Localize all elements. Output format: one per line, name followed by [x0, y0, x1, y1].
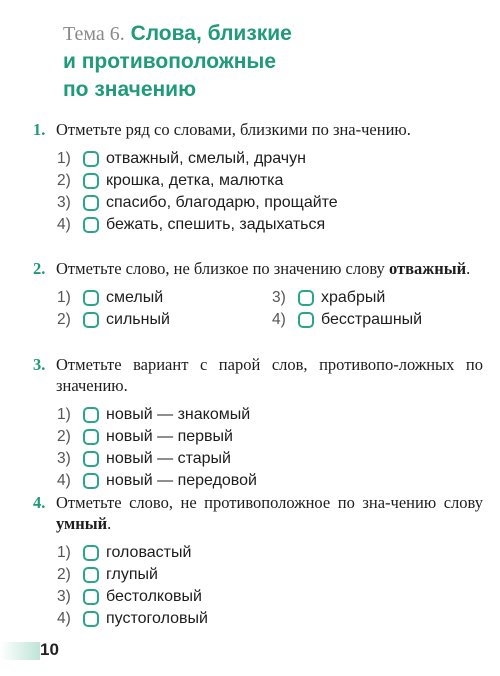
question-3 [33, 354, 483, 492]
question-text [33, 492, 483, 534]
answer-checkbox[interactable] [83, 173, 99, 189]
answer-checkbox[interactable] [83, 473, 99, 489]
option-row [57, 404, 483, 426]
answer-checkbox[interactable] [83, 611, 99, 627]
target-word: умный [56, 514, 108, 533]
answer-checkbox[interactable] [83, 312, 99, 328]
answer-checkbox[interactable] [83, 589, 99, 605]
option-row [57, 564, 483, 586]
option-text: глупый [106, 566, 158, 583]
question-2 [33, 258, 483, 331]
option-row [57, 426, 483, 448]
option-row [57, 287, 272, 309]
page-edge-strip [0, 642, 40, 660]
answer-checkbox[interactable] [83, 451, 99, 467]
option-text: крошка, детка, малютка [106, 172, 284, 189]
option-row [57, 170, 483, 192]
option-row [57, 309, 272, 331]
question-number: 2. [33, 259, 46, 278]
option-text: спасибо, благодарю, прощайте [106, 194, 338, 211]
option-number: 4) [57, 610, 71, 627]
option-number: 1) [57, 150, 71, 167]
option-number: 3) [272, 289, 286, 306]
page-title [63, 20, 483, 104]
option-number: 3) [57, 588, 71, 605]
option-text: новый — первый [106, 428, 233, 445]
question-prompt: Отметьте вариант с парой слов, противопо-ложных по значению. [56, 355, 483, 395]
option-number: 4) [57, 216, 71, 233]
option-number: 2) [57, 428, 71, 445]
answer-checkbox[interactable] [83, 151, 99, 167]
question-prompt: Отметьте ряд со словами, близкими по зна-чению. [56, 120, 411, 139]
option-text: головастый [106, 544, 192, 561]
question-text [33, 258, 483, 279]
option-text: бежать, спешить, задыхаться [106, 216, 326, 233]
option-number: 2) [57, 172, 71, 189]
option-text: бестолковый [106, 588, 202, 605]
answer-checkbox[interactable] [83, 195, 99, 211]
option-number: 2) [57, 311, 71, 328]
page-number: 10 [40, 640, 59, 659]
question-number: 4. [33, 493, 46, 512]
option-number: 3) [57, 194, 71, 211]
option-text: новый — передовой [106, 472, 257, 489]
title-line-2: и противоположные [63, 50, 277, 73]
question-prompt: Отметьте слово, не противоположное по зна-чению слову [56, 493, 483, 512]
answer-checkbox[interactable] [83, 217, 99, 233]
question-text [33, 119, 483, 140]
options-grid [33, 287, 483, 331]
option-number: 1) [57, 406, 71, 423]
option-row [57, 608, 483, 630]
option-text: пустоголовый [106, 610, 208, 627]
option-text: новый — знакомый [106, 406, 251, 423]
option-number: 1) [57, 289, 71, 306]
options-list [33, 404, 483, 492]
question-prompt: Отметьте слово, не близкое по значению слову [56, 259, 385, 278]
question-1 [33, 119, 483, 236]
answer-checkbox[interactable] [83, 567, 99, 583]
question-period: . [107, 514, 112, 533]
option-number: 4) [57, 472, 71, 489]
option-number: 1) [57, 544, 71, 561]
option-number: 3) [57, 450, 71, 467]
title-line-1: Слова, близкие [130, 22, 292, 45]
answer-checkbox[interactable] [83, 407, 99, 423]
answer-checkbox[interactable] [83, 429, 99, 445]
option-row [272, 309, 472, 331]
option-row [57, 586, 483, 608]
option-row [57, 470, 483, 492]
option-text: сильный [106, 311, 170, 328]
title-line-3: по значению [63, 78, 197, 101]
options-list [33, 148, 483, 236]
question-period: . [466, 259, 471, 278]
option-number: 4) [272, 311, 286, 328]
option-row [57, 192, 483, 214]
option-row [57, 148, 483, 170]
question-number: 3. [33, 355, 46, 374]
option-text: смелый [106, 289, 164, 306]
option-row [57, 448, 483, 470]
option-text: отважный, смелый, драчун [106, 150, 306, 167]
question-text [33, 354, 483, 396]
topic-label: Тема 6. [63, 23, 125, 45]
option-text: бесстрашный [321, 311, 423, 328]
option-row [57, 542, 483, 564]
target-word: отважный [388, 259, 467, 278]
option-text: новый — старый [106, 450, 231, 467]
answer-checkbox[interactable] [298, 290, 314, 306]
answer-checkbox[interactable] [83, 545, 99, 561]
question-number: 1. [33, 120, 46, 139]
answer-checkbox[interactable] [298, 312, 314, 328]
question-4 [33, 492, 483, 630]
option-row [272, 287, 472, 309]
answer-checkbox[interactable] [83, 290, 99, 306]
option-text: храбрый [321, 289, 386, 306]
option-number: 2) [57, 566, 71, 583]
option-row [57, 214, 483, 236]
options-list [33, 542, 483, 630]
